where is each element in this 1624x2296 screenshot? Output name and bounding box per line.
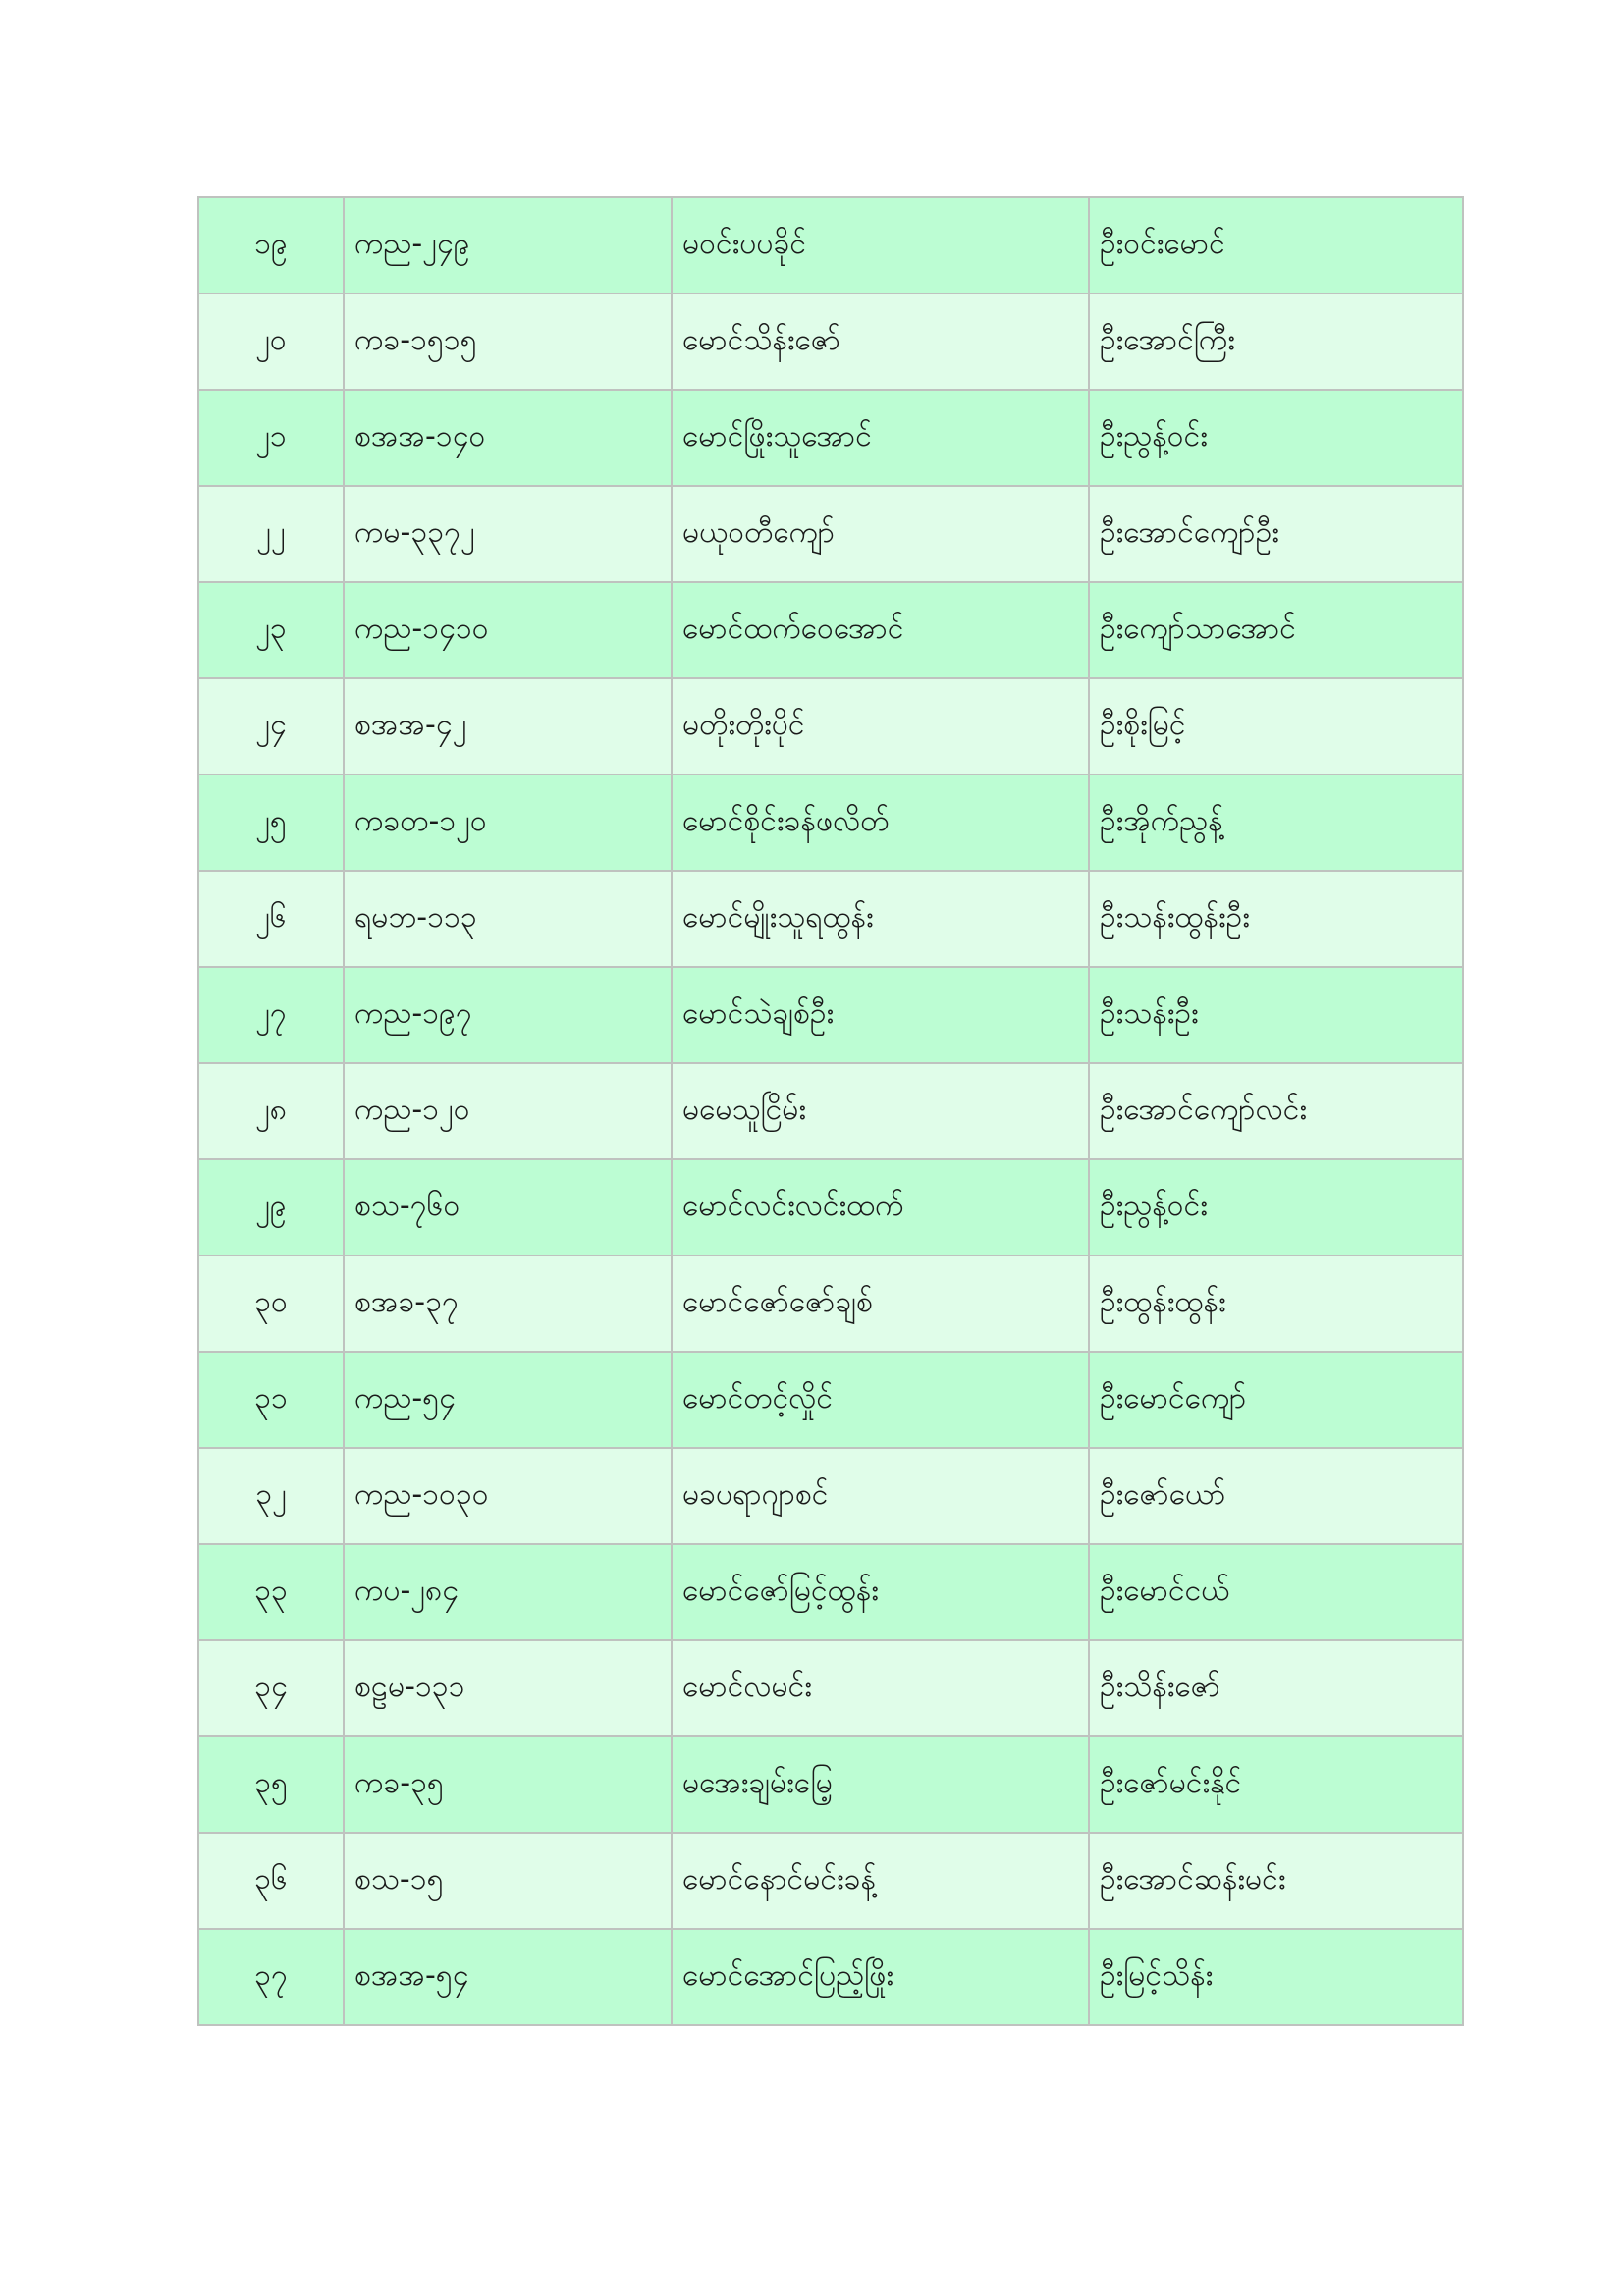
roll-number-cell: ကည-၁၀၃၀ bbox=[344, 1448, 672, 1544]
student-name-cell: မောင်တင့်လှိုင် bbox=[672, 1352, 1089, 1448]
student-name-cell: မောင်ဇော်ဇော်ချစ် bbox=[672, 1255, 1089, 1352]
father-name-cell: ဦးသိန်းဇော် bbox=[1089, 1640, 1463, 1736]
table-row bbox=[198, 390, 1463, 486]
student-name-cell: မောင်ထက်ဝေအောင် bbox=[672, 582, 1089, 678]
roll-number-cell: စအအ-၁၄၀ bbox=[344, 390, 672, 486]
father-name-cell: ဦးအောင်ဆန်းမင်း bbox=[1089, 1833, 1463, 1929]
father-name-cell: ဦးဇော်မင်းနိုင် bbox=[1089, 1736, 1463, 1833]
student-name-cell: မအေးချမ်းမြေ့ bbox=[672, 1736, 1089, 1833]
roll-number-cell: ကည-၁၉၇ bbox=[344, 967, 672, 1063]
student-name-cell: မမေသူငြိမ်း bbox=[672, 1063, 1089, 1159]
father-name-cell: ဦးထွန်းထွန်း bbox=[1089, 1255, 1463, 1352]
student-name-cell: မောင်ဖြိုးသူအောင် bbox=[672, 390, 1089, 486]
student-name-cell: မခပရာဂျာစင် bbox=[672, 1448, 1089, 1544]
table-row bbox=[198, 1640, 1463, 1736]
row-number-cell: ၂၅ bbox=[198, 774, 344, 871]
father-name-cell: ဦးမောင်ငယ် bbox=[1089, 1544, 1463, 1640]
roll-number-cell: ကပ-၂၈၄ bbox=[344, 1544, 672, 1640]
row-number-cell: ၂၇ bbox=[198, 967, 344, 1063]
row-number-cell: ၃၄ bbox=[198, 1640, 344, 1736]
father-name-cell: ဦးစိုးမြင့် bbox=[1089, 678, 1463, 774]
table-row bbox=[198, 1255, 1463, 1352]
father-name-cell: ဦးမောင်ကျော် bbox=[1089, 1352, 1463, 1448]
student-name-cell: မယုဝတီကျော် bbox=[672, 486, 1089, 582]
roll-number-cell: ကခ-၁၅၁၅ bbox=[344, 294, 672, 390]
row-number-cell: ၃၇ bbox=[198, 1929, 344, 2025]
table-row bbox=[198, 294, 1463, 390]
results-table-body bbox=[198, 197, 1463, 2025]
father-name-cell: ဦးဇော်ယော် bbox=[1089, 1448, 1463, 1544]
student-name-cell: မဝင်းပပခိုင် bbox=[672, 197, 1089, 294]
table-row bbox=[198, 1929, 1463, 2025]
row-number-cell: ၃၀ bbox=[198, 1255, 344, 1352]
row-number-cell: ၂၄ bbox=[198, 678, 344, 774]
father-name-cell: ဦးသန်းဦး bbox=[1089, 967, 1463, 1063]
table-row bbox=[198, 678, 1463, 774]
student-name-cell: မတိုးတိုးပိုင် bbox=[672, 678, 1089, 774]
father-name-cell: ဦးအောင်ကျော်ဦး bbox=[1089, 486, 1463, 582]
father-name-cell: ဦးကျော်သာအောင် bbox=[1089, 582, 1463, 678]
table-row bbox=[198, 1159, 1463, 1255]
roll-number-cell: ရမဘ-၁၁၃ bbox=[344, 871, 672, 967]
student-name-cell: မောင်စိုင်းခန်ဖလိတ် bbox=[672, 774, 1089, 871]
table-row bbox=[198, 197, 1463, 294]
student-name-cell: မောင်လမင်း bbox=[672, 1640, 1089, 1736]
student-name-cell: မောင်နောင်မင်းခန့် bbox=[672, 1833, 1089, 1929]
student-name-cell: မောင်မျိုးသူရထွန်း bbox=[672, 871, 1089, 967]
student-name-cell: မောင်သဲချစ်ဦး bbox=[672, 967, 1089, 1063]
father-name-cell: ဦးညွန့်ဝင်း bbox=[1089, 390, 1463, 486]
row-number-cell: ၃၂ bbox=[198, 1448, 344, 1544]
row-number-cell: ၂၀ bbox=[198, 294, 344, 390]
table-row bbox=[198, 486, 1463, 582]
row-number-cell: ၂၈ bbox=[198, 1063, 344, 1159]
roll-number-cell: စဠမ-၁၃၁ bbox=[344, 1640, 672, 1736]
row-number-cell: ၂၉ bbox=[198, 1159, 344, 1255]
row-number-cell: ၃၃ bbox=[198, 1544, 344, 1640]
table-row bbox=[198, 1448, 1463, 1544]
table-row bbox=[198, 1352, 1463, 1448]
roll-number-cell: ကည-၅၄ bbox=[344, 1352, 672, 1448]
row-number-cell: ၃၆ bbox=[198, 1833, 344, 1929]
row-number-cell: ၂၁ bbox=[198, 390, 344, 486]
table-row bbox=[198, 871, 1463, 967]
student-name-cell: မောင်ဇော်မြင့်ထွန်း bbox=[672, 1544, 1089, 1640]
roll-number-cell: ကည-၁၄၁၀ bbox=[344, 582, 672, 678]
roll-number-cell: ကခ-၃၅ bbox=[344, 1736, 672, 1833]
row-number-cell: ၂၃ bbox=[198, 582, 344, 678]
father-name-cell: ဦးသန်းထွန်းဦး bbox=[1089, 871, 1463, 967]
row-number-cell: ၂၆ bbox=[198, 871, 344, 967]
row-number-cell: ၁၉ bbox=[198, 197, 344, 294]
table-row bbox=[198, 1833, 1463, 1929]
student-name-cell: မောင်လင်းလင်းထက် bbox=[672, 1159, 1089, 1255]
table-row bbox=[198, 1063, 1463, 1159]
roll-number-cell: စသ-၁၅ bbox=[344, 1833, 672, 1929]
row-number-cell: ၃၅ bbox=[198, 1736, 344, 1833]
roll-number-cell: စအအ-၄၂ bbox=[344, 678, 672, 774]
roll-number-cell: ကည-၂၄၉ bbox=[344, 197, 672, 294]
roll-number-cell: စအခ-၃၇ bbox=[344, 1255, 672, 1352]
father-name-cell: ဦးညွန့်ဝင်း bbox=[1089, 1159, 1463, 1255]
roll-number-cell: စအအ-၅၄ bbox=[344, 1929, 672, 2025]
roll-number-cell: ကည-၁၂၀ bbox=[344, 1063, 672, 1159]
father-name-cell: ဦးမြင့်သိန်း bbox=[1089, 1929, 1463, 2025]
roll-number-cell: ကမ-၃၃၇၂ bbox=[344, 486, 672, 582]
father-name-cell: ဦးအောင်ကျော်လင်း bbox=[1089, 1063, 1463, 1159]
father-name-cell: ဦးအောင်ကြီး bbox=[1089, 294, 1463, 390]
row-number-cell: ၂၂ bbox=[198, 486, 344, 582]
table-row bbox=[198, 1736, 1463, 1833]
table-row bbox=[198, 1544, 1463, 1640]
father-name-cell: ဦးအိုက်ညွန့် bbox=[1089, 774, 1463, 871]
student-name-cell: မောင်သိန်းဇော် bbox=[672, 294, 1089, 390]
roll-number-cell: ကခတ-၁၂၀ bbox=[344, 774, 672, 871]
table-row bbox=[198, 967, 1463, 1063]
roll-number-cell: စသ-၇၆၀ bbox=[344, 1159, 672, 1255]
table-row bbox=[198, 774, 1463, 871]
student-name-cell: မောင်အောင်ပြည့်ဖြိုး bbox=[672, 1929, 1089, 2025]
table-row bbox=[198, 582, 1463, 678]
results-table bbox=[197, 196, 1464, 2026]
row-number-cell: ၃၁ bbox=[198, 1352, 344, 1448]
father-name-cell: ဦးဝင်းမောင် bbox=[1089, 197, 1463, 294]
